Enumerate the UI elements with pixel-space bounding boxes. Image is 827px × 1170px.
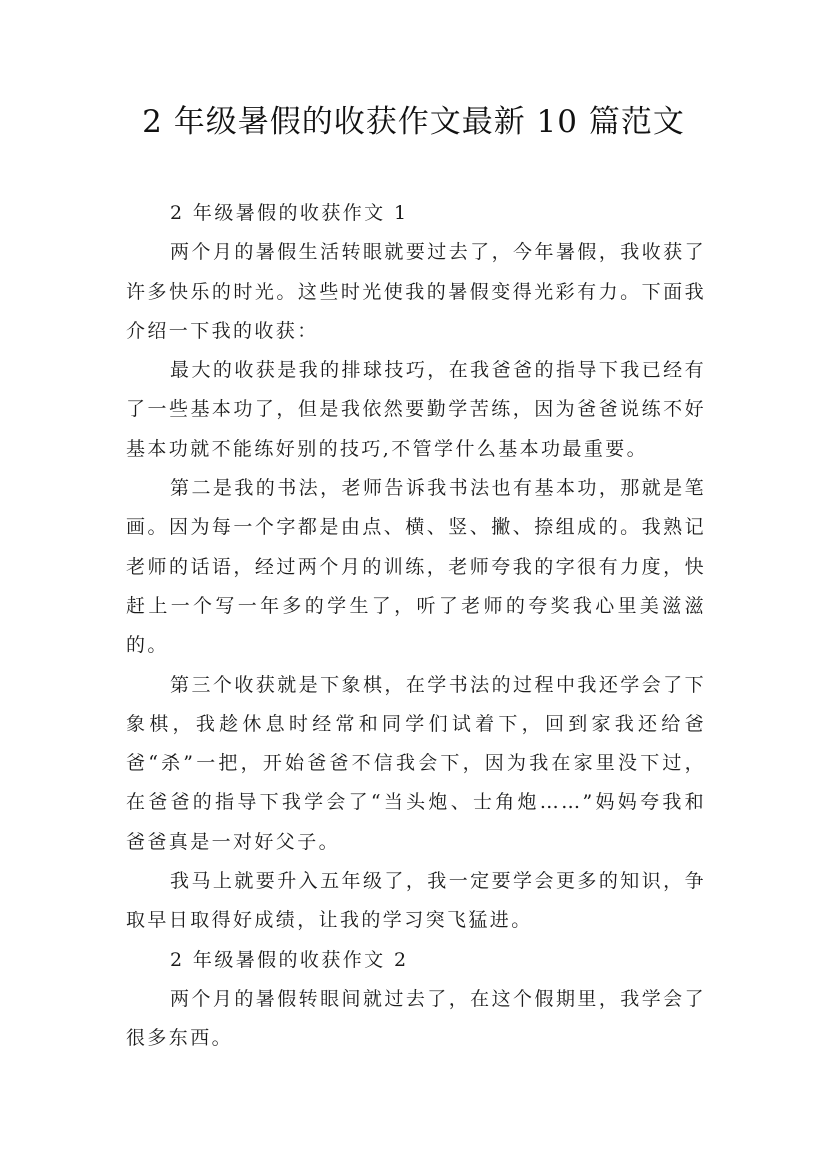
paragraph: 两个月的暑假生活转眼就要过去了，今年暑假，我收获了许多快乐的时光。这些时光使我的暑假变得光彩有力。下面我介绍一下我的收获： [126, 241, 706, 342]
paragraph: 第二是我的书法，老师告诉我书法也有基本功，那就是笔画。因为每一个字都是由点、横、竖、撇、捺组成的。我熟记老师的话语，经过两个月的训练，老师夸我的字很有力度，快赶上一个写一年多的学生了，听了老师的夸奖我心里美滋滋的。 [126, 477, 706, 657]
document-title: 2 年级暑假的收获作文最新 10 篇范文 [142, 104, 685, 140]
section-heading-2: 2 年级暑假的收获作文 2 [170, 948, 409, 971]
paragraph: 第三个收获就是下象棋，在学书法的过程中我还学会了下象棋，我趁休息时经常和同学们试着下，回到家我还给爸爸“杀”一把，开始爸爸不信我会下，因为我在家里没下过，在爸爸的指导下我学会了“当头炮、士角炮……”妈妈夸我和爸爸真是一对好父子。 [126, 673, 706, 853]
paragraph: 我马上就要升入五年级了，我一定要学会更多的知识，争取早日取得好成绩，让我的学习突飞猛进。 [126, 870, 706, 932]
section-heading-1: 2 年级暑假的收获作文 1 [170, 202, 409, 224]
paragraph: 最大的收获是我的排球技巧，在我爸爸的指导下我已经有了一些基本功了，但是我依然要勤学苦练，因为爸爸说练不好基本功就不能练好别的技巧,不管学什么基本功最重要。 [126, 359, 706, 460]
paragraph: 两个月的暑假转眼间就过去了，在这个假期里，我学会了很多东西。 [126, 987, 706, 1050]
document-body [126, 194, 706, 1059]
